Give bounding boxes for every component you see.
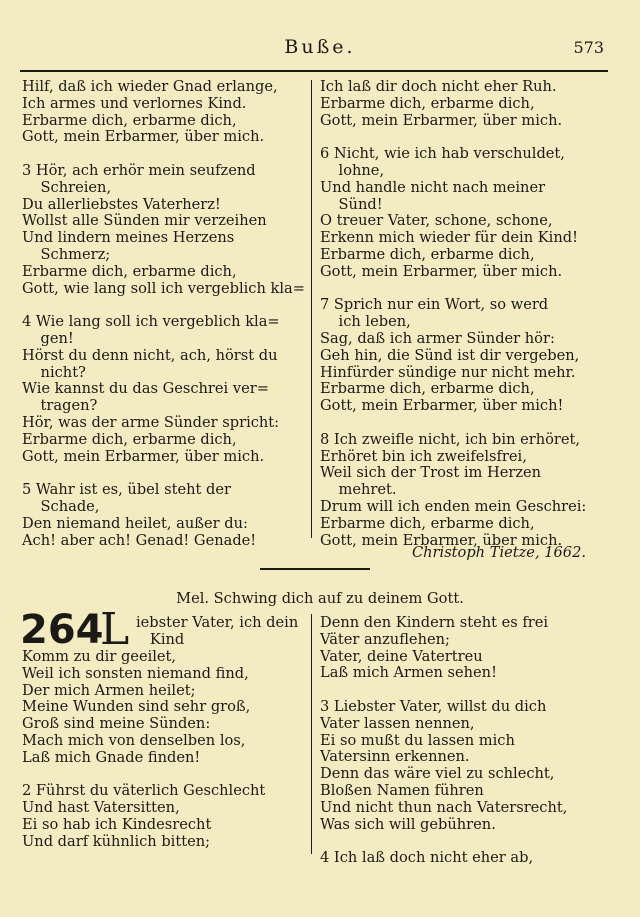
hymn-author: Christoph Tietze, 1662. xyxy=(411,544,586,561)
verse-line: Und handle nicht nach meiner xyxy=(320,178,546,196)
verse-line: 4 Ich laß doch nicht eher ab, xyxy=(320,849,534,867)
column-divider-bottom xyxy=(311,614,312,854)
top-right-column xyxy=(320,79,610,549)
verse-line: Weil ich sonsten niemand find, xyxy=(22,664,249,682)
verse-line: 4 Wie lang soll ich vergeblich kla= xyxy=(22,313,280,331)
stanza-gap xyxy=(320,833,610,850)
stanza-gap xyxy=(320,682,610,699)
verse-line: 3 Hör, ach erhör mein seufzend xyxy=(22,161,256,179)
verse-line: Hilf, daß ich wieder Gnad erlange, xyxy=(22,78,278,95)
verse-line: Meine Wunden sind sehr groß, xyxy=(22,698,251,716)
bottom-right-column xyxy=(320,615,610,867)
verse-line: Gott, mein Erbarmer, über mich. xyxy=(22,128,265,146)
verse-line: Bloßen Namen führen xyxy=(320,781,484,799)
verse-line: Und darf kühnlich bitten; xyxy=(22,832,211,850)
verse-line: Denn den Kindern steht es frei xyxy=(320,614,549,631)
verse-line: Ei so hab ich Kindesrecht xyxy=(22,815,212,833)
column-divider-top xyxy=(311,80,312,538)
verse-line: Drum will ich enden mein Geschrei: xyxy=(320,497,587,515)
verse-line: Und nicht thun nach Vatersrecht, xyxy=(320,798,568,816)
verse-line: 7 Sprich nur ein Wort, so werd xyxy=(320,296,549,314)
verse-line: Wollst alle Sünden mir verzeihen xyxy=(22,212,267,230)
verse-line: Und hast Vatersitten, xyxy=(22,799,180,817)
hymn-opening-lines xyxy=(136,615,298,649)
verse-line: Erbarme dich, erbarme dich, xyxy=(320,380,535,398)
verse-line: Schmerz; xyxy=(22,245,111,263)
stanza-gap xyxy=(22,767,308,784)
verse-line: Väter anzuflehen; xyxy=(320,630,450,648)
verse-line: 3 Liebster Vater, willst du dich xyxy=(320,697,547,715)
verse-line: Gott, wie lang soll ich vergeblich kla= xyxy=(22,279,305,297)
verse-line: Sag, daß ich armer Sünder hör: xyxy=(320,329,555,347)
hymn-number: 264 xyxy=(20,607,104,653)
verse-line: Ich laß dir doch nicht eher Ruh. xyxy=(320,78,557,95)
verse-line: Erbarme dich, erbarme dich, xyxy=(320,245,535,263)
verse-line: Gott, mein Erbarmer, über mich. xyxy=(320,111,563,129)
verse-line: Vatersinn erkennen. xyxy=(320,748,470,766)
verse-line: 6 Nicht, wie ich hab verschuldet, xyxy=(320,145,565,163)
verse-line: Wie kannst du das Geschrei ver= xyxy=(22,380,269,398)
stanza-gap xyxy=(320,415,610,432)
bottom-left-column xyxy=(22,649,308,851)
verse-line: lohne, xyxy=(320,161,385,179)
verse-line: tragen? xyxy=(22,397,98,415)
verse-line: gen! xyxy=(22,329,74,347)
verse-line: Du allerliebstes Vaterherz! xyxy=(22,195,221,213)
verse-line: Den niemand heilet, außer du: xyxy=(22,514,248,532)
verse-line: Laß mich Armen sehen! xyxy=(320,664,497,682)
verse-line: Gott, mein Erbarmer, über mich. xyxy=(320,531,563,549)
verse-line: ich leben, xyxy=(320,313,411,331)
verse-line: Gott, mein Erbarmer, über mich! xyxy=(320,397,564,415)
verse-line: Schade, xyxy=(22,497,100,515)
stanza-gap xyxy=(22,465,306,482)
stanza-gap xyxy=(22,146,306,163)
verse-line: Erhöret bin ich zweifelsfrei, xyxy=(320,447,527,465)
verse-line: Gott, mein Erbarmer, über mich. xyxy=(320,262,563,280)
verse-line: iebster Vater, ich dein xyxy=(136,614,299,631)
verse-line: Erbarme dich, erbarme dich, xyxy=(22,111,237,129)
verse-line: Hör, was der arme Sünder spricht: xyxy=(22,413,280,431)
verse-line: Erbarme dich, erbarme dich, xyxy=(22,430,237,448)
verse-line: Erbarme dich, erbarme dich, xyxy=(320,514,535,532)
verse-line: Denn das wäre viel zu schlecht, xyxy=(320,765,555,783)
header-rule xyxy=(20,70,608,72)
verse-line: Hörst du denn nicht, ach, hörst du xyxy=(22,346,278,364)
verse-line: Schreien, xyxy=(22,178,112,196)
verse-line: Komm zu dir geeilet, xyxy=(22,648,177,665)
verse-line: Kind xyxy=(136,630,185,648)
verse-line: 8 Ich zweifle nicht, ich bin erhöret, xyxy=(320,430,581,448)
verse-line: Hinfürder sündige nur nicht mehr. xyxy=(320,363,576,381)
section-divider xyxy=(260,568,370,570)
verse-line: mehret. xyxy=(320,481,397,499)
running-title: Buße. xyxy=(284,36,356,58)
verse-line: 2 Führst du väterlich Geschlecht xyxy=(22,782,266,800)
verse-line: Groß sind meine Sünden: xyxy=(22,715,211,733)
verse-line: Gott, mein Erbarmer, über mich. xyxy=(22,447,265,465)
verse-line: Vater lassen nennen, xyxy=(320,714,475,732)
verse-line: 5 Wahr ist es, übel steht der xyxy=(22,481,231,499)
verse-line: Vater, deine Vatertreu xyxy=(320,647,483,665)
verse-line: Erbarme dich, erbarme dich, xyxy=(320,94,535,112)
melody-line: Mel. Schwing dich auf zu deinem Gott. xyxy=(176,590,464,607)
verse-line: Erbarme dich, erbarme dich, xyxy=(22,262,237,280)
page-number: 573 xyxy=(573,38,604,57)
verse-line: Und lindern meines Herzens xyxy=(22,229,235,247)
drop-cap: L xyxy=(100,604,130,655)
top-left-column xyxy=(22,79,306,549)
verse-line: Ich armes und verlornes Kind. xyxy=(22,94,247,112)
verse-line: O treuer Vater, schone, schone, xyxy=(320,212,553,230)
verse-line: Sünd! xyxy=(320,195,383,213)
stanza-gap xyxy=(320,281,610,298)
verse-line: Erkenn mich wieder für dein Kind! xyxy=(320,229,578,247)
verse-line: Laß mich Gnade finden! xyxy=(22,748,201,766)
stanza-gap xyxy=(320,129,610,146)
stanza-gap xyxy=(22,297,306,314)
verse-line: Ach! aber ach! Genad! Genade! xyxy=(22,531,257,549)
verse-line: Der mich Armen heilet; xyxy=(22,681,196,699)
verse-line: Was sich will gebühren. xyxy=(320,815,496,833)
verse-line: Geh hin, die Sünd ist dir vergeben, xyxy=(320,346,580,364)
verse-line: Mach mich von denselben los, xyxy=(22,731,246,749)
verse-line: nicht? xyxy=(22,363,86,381)
verse-line: Weil sich der Trost im Herzen xyxy=(320,464,542,482)
verse-line: Ei so mußt du lassen mich xyxy=(320,731,515,749)
